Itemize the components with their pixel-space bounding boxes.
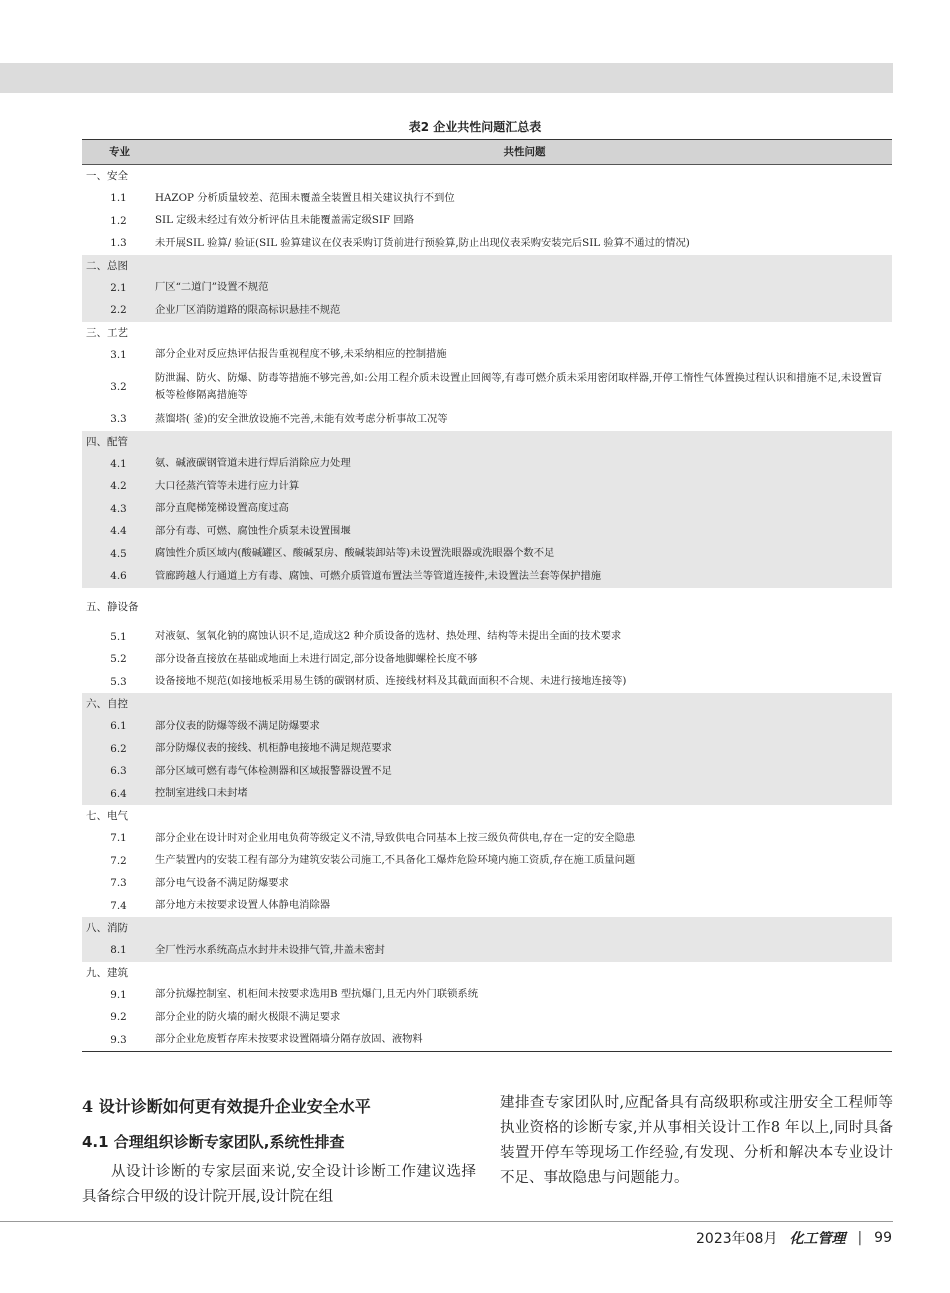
row-text: SIL 定级未经过有效分析评估且未能覆盖需定级SIF 回路	[155, 214, 415, 227]
table-row	[82, 543, 892, 566]
section-safety	[82, 165, 892, 255]
row-text: 未开展SIL 验算/ 验证(SIL 验算建议在仪表采购订货前进行预验算,防止出现仪表采购安装完后SIL 验算不通过的情况)	[155, 236, 690, 249]
section-general-layout	[82, 255, 892, 322]
section-fire-protection	[82, 917, 892, 962]
table-row	[82, 648, 892, 671]
table-row	[82, 671, 892, 694]
row-number: 8.1	[110, 944, 127, 957]
header-specialty: 专业	[109, 146, 130, 158]
row-number: 3.2	[110, 381, 127, 393]
row-text: 企业厂区消防道路的限高标识悬挂不规范	[155, 303, 341, 316]
table-caption: 表2 企业共性问题汇总表	[408, 120, 542, 134]
row-text: 蒸馏塔( 釜)的安全泄放设施不完善,未能有效考虑分析事故工况等	[155, 412, 448, 425]
issue-date: 2023年08月	[696, 1231, 778, 1247]
section-building	[82, 962, 892, 1053]
journal-logo: 化工管理	[789, 1231, 846, 1247]
row-number: 9.1	[110, 988, 127, 1001]
row-text: 部分企业对反应热评估报告重视程度不够,未采纳相应的控制措施	[155, 348, 447, 361]
section-electrical	[82, 805, 892, 917]
row-number: 6.3	[110, 765, 127, 778]
body-paragraph-right: 建排查专家团队时,应配备具有高级职称或注册安全工程师等执业资格的诊断专家,并从事相关设计工作8 年以上,同时具备装置开停车等现场工作经验,有发现、分析和解决本专业设计不足、事故隐患与问题能力。	[500, 1095, 893, 1186]
table-row	[82, 783, 892, 806]
row-text: HAZOP 分析质量较差、范围未覆盖全装置且相关建议执行不到位	[155, 191, 455, 204]
row-text: 设备接地不规范(如接地板采用易生锈的碳钢材质、连接线材料及其截面面积不合规、未进行接地连接等)	[155, 675, 627, 688]
table-row	[82, 565, 892, 588]
row-text: 部分企业危废暂存库未按要求设置隔墙分隔存放固、液物料	[155, 1033, 423, 1046]
row-text: 部分有毒、可燃、腐蚀性介质泵未设置围堰	[155, 524, 351, 537]
table-row	[82, 1006, 892, 1029]
table-row	[82, 475, 892, 498]
row-number: 5.2	[110, 653, 127, 666]
section-title: 二、总图	[86, 259, 128, 272]
section-piping	[82, 431, 892, 588]
table-row	[82, 498, 892, 521]
table-row	[82, 408, 892, 431]
table-row	[82, 1029, 892, 1052]
common-problems-table	[82, 139, 892, 1052]
row-text: 厂区“二道门”设置不规范	[155, 281, 269, 294]
section-spacer	[82, 588, 892, 596]
table-row	[82, 715, 892, 738]
row-number: 3.1	[110, 348, 127, 361]
row-number: 5.1	[110, 630, 127, 643]
row-number: 7.2	[110, 854, 127, 867]
table-row	[82, 872, 892, 895]
table-row	[82, 187, 892, 210]
body-paragraph-left: 从设计诊断的专家层面来说,安全设计诊断工作建议选择具备综合甲级的设计院开展,设计院在组	[82, 1164, 476, 1205]
section-static-equipment	[82, 596, 892, 694]
table-row	[82, 520, 892, 543]
table-row	[82, 453, 892, 476]
row-number: 6.2	[110, 742, 127, 755]
row-number: 6.4	[110, 787, 127, 800]
table-row	[82, 827, 892, 850]
row-text: 部分电气设备不满足防爆要求	[155, 876, 289, 889]
table-row	[82, 895, 892, 918]
section-title: 七、电气	[86, 810, 128, 822]
row-text: 对液氨、氢氧化钠的腐蚀认识不足,造成这2 种介质设备的选材、热处理、结构等未提出全面的技术要求	[155, 630, 622, 643]
row-number: 4.2	[110, 480, 127, 493]
row-number: 3.3	[110, 413, 127, 426]
row-text: 部分企业在设计时对企业用电负荷等级定义不清,导致供电合同基本上按三级负荷供电,存在一定的安全隐患	[155, 831, 636, 844]
row-text: 部分地方未按要求设置人体静电消除器	[155, 899, 331, 912]
row-number: 6.1	[110, 720, 127, 733]
section-heading-4: 4 设计诊断如何更有效提升企业安全水平	[82, 1097, 371, 1116]
row-number: 7.4	[110, 899, 127, 912]
table-row	[82, 299, 892, 322]
page-footer	[696, 1228, 892, 1248]
row-number: 1.3	[110, 237, 127, 250]
row-number: 9.2	[110, 1011, 127, 1024]
row-text: 生产装置内的安装工程有部分为建筑安装公司施工,不具备化工爆炸危险环境内施工资质,存在施工质量问题	[155, 854, 636, 867]
section-title: 一、安全	[86, 170, 128, 182]
table-header	[82, 139, 892, 165]
row-text: 全厂性污水系统高点水封井未设排气管,井盖未密封	[155, 943, 385, 956]
table-row	[82, 984, 892, 1007]
row-text: 大口径蒸汽管等未进行应力计算	[155, 479, 300, 492]
row-text: 部分区域可燃有毒气体检测器和区域报警器设置不足	[155, 764, 392, 777]
row-number: 4.4	[110, 525, 127, 538]
row-text: 防泄漏、防火、防爆、防毒等措施不够完善,如:公用工程介质未设置止回阀等,有毒可燃介质未采用密闭取样器,开停工惰性气体置换过程认识和措施不足,未设置盲板等检修隔离措施等	[155, 372, 883, 401]
row-number: 4.3	[110, 502, 127, 515]
row-text: 管廊跨越人行通道上方有毒、腐蚀、可燃介质管道布置法兰等管道连接件,未设置法兰套等保护措施	[155, 569, 602, 582]
row-number: 2.1	[110, 281, 127, 294]
row-text: 部分设备直接放在基础或地面上未进行固定,部分设备地脚螺栓长度不够	[155, 652, 478, 665]
row-text: 腐蚀性介质区域内(酸碱罐区、酸碱泵房、酸碱装卸站等)未设置洗眼器或洗眼器个数不足	[155, 547, 555, 560]
section-title: 四、配管	[86, 435, 128, 448]
subsection-heading-4-1: 4.1 合理组织诊断专家团队,系统性排查	[82, 1133, 345, 1151]
table-row	[82, 366, 892, 408]
table-row	[82, 210, 892, 233]
table-row	[82, 738, 892, 761]
row-number: 9.3	[110, 1033, 127, 1046]
header-problem: 共性问题	[503, 146, 546, 158]
row-text: 部分仪表的防爆等级不满足防爆要求	[155, 719, 320, 732]
section-process	[82, 322, 892, 431]
row-text: 部分企业的防火墙的耐火极限不满足要求	[155, 1010, 341, 1023]
row-text: 控制室进线口未封堵	[155, 787, 248, 800]
table-row	[82, 344, 892, 367]
row-number: 4.5	[110, 547, 127, 560]
row-number: 2.2	[110, 304, 127, 317]
section-automation	[82, 693, 892, 805]
table-row	[82, 760, 892, 783]
table-row	[82, 939, 892, 962]
table-row	[82, 850, 892, 873]
row-number: 7.1	[110, 832, 127, 845]
table-row	[82, 626, 892, 649]
footer-rule	[0, 1221, 893, 1222]
footer-separator: |	[857, 1230, 863, 1246]
section-title: 五、静设备	[86, 600, 139, 613]
row-number: 4.6	[110, 570, 127, 583]
row-text: 部分防爆仪表的接线、机柜静电接地不满足规范要求	[155, 742, 392, 755]
row-text: 部分直爬梯笼梯设置高度过高	[155, 502, 289, 515]
section-title: 六、自控	[86, 698, 128, 710]
row-number: 1.2	[110, 214, 127, 227]
row-text: 部分抗爆控制室、机柜间未按要求选用B 型抗爆门,且无内外门联锁系统	[155, 988, 479, 1001]
row-number: 5.3	[110, 675, 127, 688]
section-spacer	[82, 618, 892, 626]
row-number: 4.1	[110, 457, 127, 470]
table-row	[82, 232, 892, 255]
top-header-band	[0, 63, 893, 93]
row-text: 氨、碱液碳钢管道未进行焊后消除应力处理	[155, 457, 351, 470]
row-number: 1.1	[110, 192, 127, 205]
section-title: 八、消防	[86, 922, 128, 934]
table-row	[82, 277, 892, 300]
section-title: 三、工艺	[86, 326, 128, 339]
row-number: 7.3	[110, 877, 127, 890]
page-number: 99	[874, 1230, 892, 1246]
section-title: 九、建筑	[86, 966, 128, 979]
